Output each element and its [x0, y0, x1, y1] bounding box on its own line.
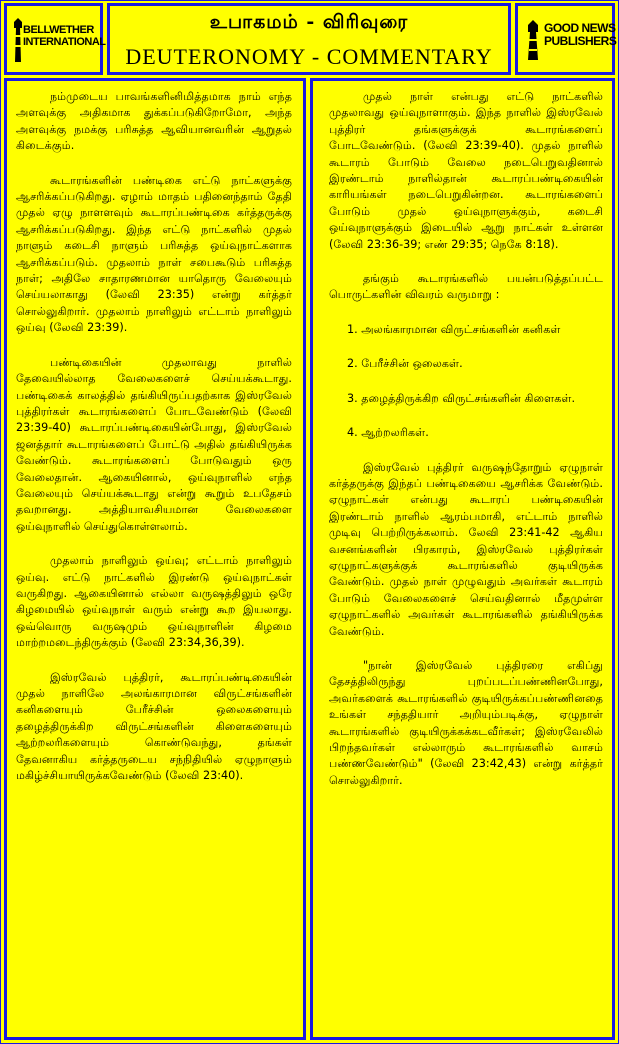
logo-left-line2: INTERNATIONAL: [23, 36, 106, 48]
paragraph: தங்கும் கூடாரங்களில் பயன்படுத்தப்பட்ட பொருட்களின் விவரம் வருமாறு :: [329, 272, 603, 302]
bellwether-logo-box: [4, 3, 106, 75]
paragraph: முதல் நாள் என்பது எட்டு நாட்களில் முதலாவது ஒய்வுநாளாகும். இந்த நாளில் இஸ்ரவேல் புத்திரர் தங்களுக்குக் கூடாரங்களைப் போடவேண்டும். (லேவி 23:39-40). முதல் நாளில் கூடாரம் போடும் வேலை நடைபெறுவதினால் இரண்டாம் நாளில்தான் கூடாரப்பண்டிகையின் காரியங்கள் நடைபெறுகின்றன. கூடாரங்களைப் போடும் முதல் ஒய்வுநாளுக்கும், கடைசி ஒய்வுநாளுக்கும் இடையில் ஆறு நாட்கள் உள்ளன (லேவி 23:36-39; எண் 29:35; நெகே 8:18).: [329, 90, 603, 251]
paragraph: இஸ்ரவேல் புத்திரர் வருஷந்தோறும் ஏழுநாள் கர்த்தருக்கு இந்தப் பண்டிகையை ஆசரிக்க வேண்டும். ஏழுநாட்கள் என்பது கூடாரப் பண்டிகையின் இரண்டாம் நாளில் ஆரம்பமாகி, எட்டாம் நாளில் முடிவு பெற்றிருக்கலாம். லேவி 23:41-42 ஆகிய வசனங்களின் பிரகாரம், இஸ்ரவேல் புத்திரர்கள் ஏழுநாட்களுக்குக் கூடாரங்களில் குடியிருக்க வேண்டும். முதல் நாள் முழுவதும் அவர்கள் கூடாரம் போடும் வேலைகளைச் செய்வதினால் மீதமுள்ள ஏழுநாட்களில் அவர்கள் கூடாரங்களில் தங்கியிருக்க வேண்டும்.: [329, 460, 603, 638]
paragraph: முதலாம் நாளிலும் ஒய்வு; எட்டாம் நாளிலும் ஒய்வு. எட்டு நாட்களில் இரண்டு ஒய்வுநாட்கள் வருகிறது. ஆகையினால் எல்லா வருஷத்திலும் ஒரே கிழமையில் ஒய்வுநாள் வரும் என்று கூற இயலாது. ஒவ்வொரு வருஷமும் ஒய்வுநாளின் கிழமை மாற்றமடைந்திருக்கும் (லேவி 23:34,36,39).: [16, 554, 292, 650]
paragraph: இஸ்ரவேல் புத்திரர், கூடாரப்பண்டிகையின் முதல் நாளிலே அலங்காரமான விருட்சங்களின் கனிகளையும் பேரீச்சின் ஒலைகளையும் தழைத்திருக்கிற விருட்சங்களின் கிளைகளையும் ஆற்றலரிகளையும் கொண்டுவந்து, தங்கள் தேவனாகிய கர்த்தருடைய சந்நிதியில் ஏழுநாளும் மகிழ்ச்சியாயிருக்கவேண்டும் (லேவி 23:40).: [16, 670, 292, 783]
list-item: 4. ஆற்றலரிகள்.: [347, 426, 429, 440]
lighthouse-icon: [523, 20, 543, 60]
logo-right-line1: GOOD NEWS: [544, 21, 616, 35]
paragraph: பண்டிகையின் முதலாவது நாளில் தேவையில்லாத வேலைகளைச் செய்யக்கூடாது. பண்டிகைக் காலத்தில் தங்கியிருப்பதற்காக இஸ்ரவேல் புத்திரர்கள் கூடாரங்களைப் போடவேண்டும் (லேவி 23:39-40) கூடாரப்பண்டிகையின்போது, இஸ்ரவேல் ஜனத்தார் கூடாரங்களைப் போட்டு அதில் தங்கியிருக்க வேண்டும். கூடாரங்களைப் போடுவதும் ஒரு வேலைதான். ஆகையினால், ஒய்வுநாளில் எந்த வேலையும் செய்யக்கூடாது என்று கூறும் உபதேசம் தவறானது. அத்தியாவசியமான வேலைகளை ஒய்வுநாளில் செய்துகொள்ளலாம்.: [16, 355, 292, 533]
materials-list: [329, 322, 603, 442]
paragraph: நம்முடைய பாவங்களினிமித்தமாக நாம் எந்த அளவுக்கு அதிகமாக துக்கப்படுகிறோமோ, அந்த அளவுக்கு நமக்கு பரிசுத்த ஆவியானவரின் ஆறுதல் கிடைக்கும்.: [16, 90, 292, 153]
good-news-logo-box: [515, 3, 615, 75]
page-header: [4, 3, 615, 75]
title-box: [107, 3, 511, 75]
right-column-text: [329, 89, 603, 807]
left-column-text: [16, 89, 292, 802]
title-english: DEUTERONOMY - COMMENTARY: [125, 44, 493, 69]
paragraph: கூடாரங்களின் பண்டிகை எட்டு நாட்களுக்கு ஆசரிக்கப்படுகிறது. ஏழாம் மாதம் பதினைந்தாம் தேதி முதல் ஏழு நாளளவும் கூடாரப்பண்டிகை கர்த்தருக்கு ஆசரிக்கப்படுகிறது. இந்த எட்டு நாட்களில் முதல் நாளும் கடைசி நாளும் பரிசுத்த ஒய்வுநாட்களாக ஆசரிக்கப்படும். முதலாம் நாள் சபைகூடும் பரிசுத்த நாள்; அதிலே சாதாரணமான யாதொரு வேலையும் செய்யலாகாது (லேவி 23:35) என்று கர்த்தர் சொல்லுகிறார். முதலாம் நாளிலும் எட்டாம் நாளிலும் ஒய்வு (லேவி 23:39).: [16, 173, 292, 335]
paragraph: "நான் இஸ்ரவேல் புத்திரரை எகிப்து தேசத்திலிருந்து புறப்படப்பண்ணினபோது, அவர்களைக் கூடாரங்களில் குடியிருக்கப்பண்ணினதை உங்கள் சந்ததியார் அறியும்படிக்கு, ஏழுநாள் கூடாரங்களில் குடியிருக்கக்கடவீர்கள்; இஸ்ரவேலில் பிறந்தவர்கள் எல்லாரும் கூடாரங்களில் வாசம் பண்ணவேண்டும்" (லேவி 23:42,43) என்று கர்த்தர் சொல்லுகிறார்.: [329, 658, 603, 787]
bellwether-logo-text: [23, 24, 106, 48]
good-news-logo-text: [544, 22, 616, 48]
list-item: 3. தழைத்திருக்கிற விருட்சங்களின் கிளைகள்.: [347, 391, 575, 405]
left-column: [4, 78, 306, 1040]
list-item: 2. பேரீச்சின் ஒலைகள்.: [347, 357, 463, 371]
list-item: 1. அலங்காரமான விருட்சங்களின் கனிகள்: [347, 322, 561, 336]
title-tamil: உபாகமம் - விரிவுரை: [209, 11, 409, 33]
right-column: [310, 78, 615, 1040]
logo-left-line1: BELLWETHER: [23, 24, 94, 36]
logo-right-line2: PUBLISHERS: [544, 34, 617, 48]
